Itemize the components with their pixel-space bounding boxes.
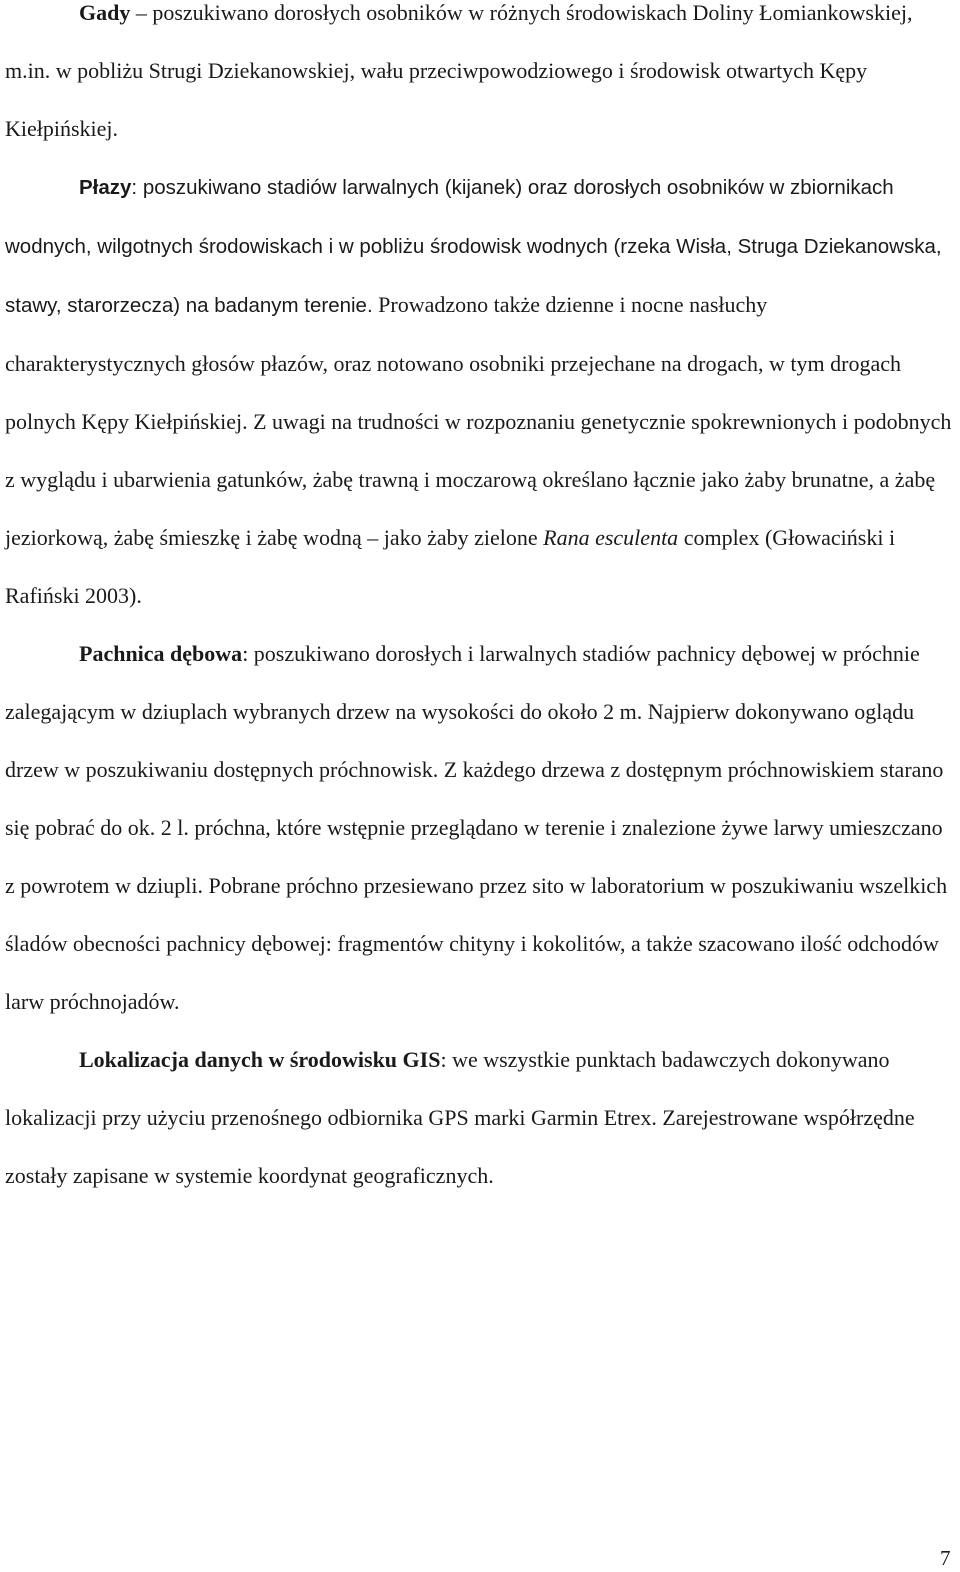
text-gis: : we wszystkie punktach badawczych dokonywano lokalizacji przy użyciu przenośnego odbiornika GPS marki Garmin Etrex. Zarejestrowane współrzędne zostały zapisane w systemie koordynat geograficznych. xyxy=(5,1047,915,1188)
document-body xyxy=(5,0,953,1205)
text-plazy-intro: : poszukiwano stadiów larwalnych (kijanek) oraz dorosłych osobników w zbiornikach wodnych, wilgotnych środowiskach i w pobliżu środowisk wodnych (rzeka Wisła, Struga Dziekanowska, stawy, starorzecza) na badanym terenie. xyxy=(5,176,942,317)
paragraph-gady xyxy=(5,0,953,158)
text-plazy-end: complex (Głowaciński i Rafiński 2003). xyxy=(5,525,896,608)
heading-gady: Gady xyxy=(79,0,131,25)
heading-pachnica: Pachnica dębowa xyxy=(79,641,243,666)
heading-plazy: Płazy xyxy=(79,176,132,199)
paragraph-plazy xyxy=(5,158,953,625)
paragraph-gis xyxy=(5,1031,953,1205)
page-number: 7 xyxy=(940,1546,951,1570)
text-gady: – poszukiwano dorosłych osobników w różnych środowiskach Doliny Łomiankowskiej, m.in. w pobliżu Strugi Dziekanowskiej, wału przeciwpowodziowego i środowisk otwartych Kępy Kiełpińskiej. xyxy=(5,0,913,141)
text-pachnica: : poszukiwano dorosłych i larwalnych stadiów pachnicy dębowej w próchnie zalegającym w dziuplach wybranych drzew na wysokości do około 2 m. Najpierw dokonywano oglądu drzew w poszukiwaniu dostępnych próchnowisk. Z każdego drzewa z dostępnym próchnowiskiem starano się pobrać do ok. 2 l. próchna, które wstępnie przeglądano w terenie i znalezione żywe larwy umieszczano z powrotem w dziupli. Pobrane próchno przesiewano przez sito w laboratorium w poszukiwaniu wszelkich śladów obecności pachnicy dębowej: fragmentów chityny i kokolitów, a także szacowano ilość odchodów larw próchnojadów. xyxy=(5,641,948,1014)
heading-gis: Lokalizacja danych w środowisku GIS xyxy=(79,1047,441,1072)
text-plazy-body: Prowadzono także dzienne i nocne nasłuchy charakterystycznych głosów płazów, oraz notowano osobniki przejechane na drogach, w tym drogach polnych Kępy Kiełpińskiej. Z uwagi na trudności w rozpoznaniu genetycznie spokrewnionych i podobnych z wyglądu i ubarwienia gatunków, żabę trawną i moczarową określano łącznie jako żaby brunatne, a żabę jeziorkową, żabę śmieszkę i żabę wodną – jako żaby zielone xyxy=(5,292,952,550)
species-name: Rana esculenta xyxy=(543,525,679,550)
paragraph-pachnica xyxy=(5,625,953,1031)
